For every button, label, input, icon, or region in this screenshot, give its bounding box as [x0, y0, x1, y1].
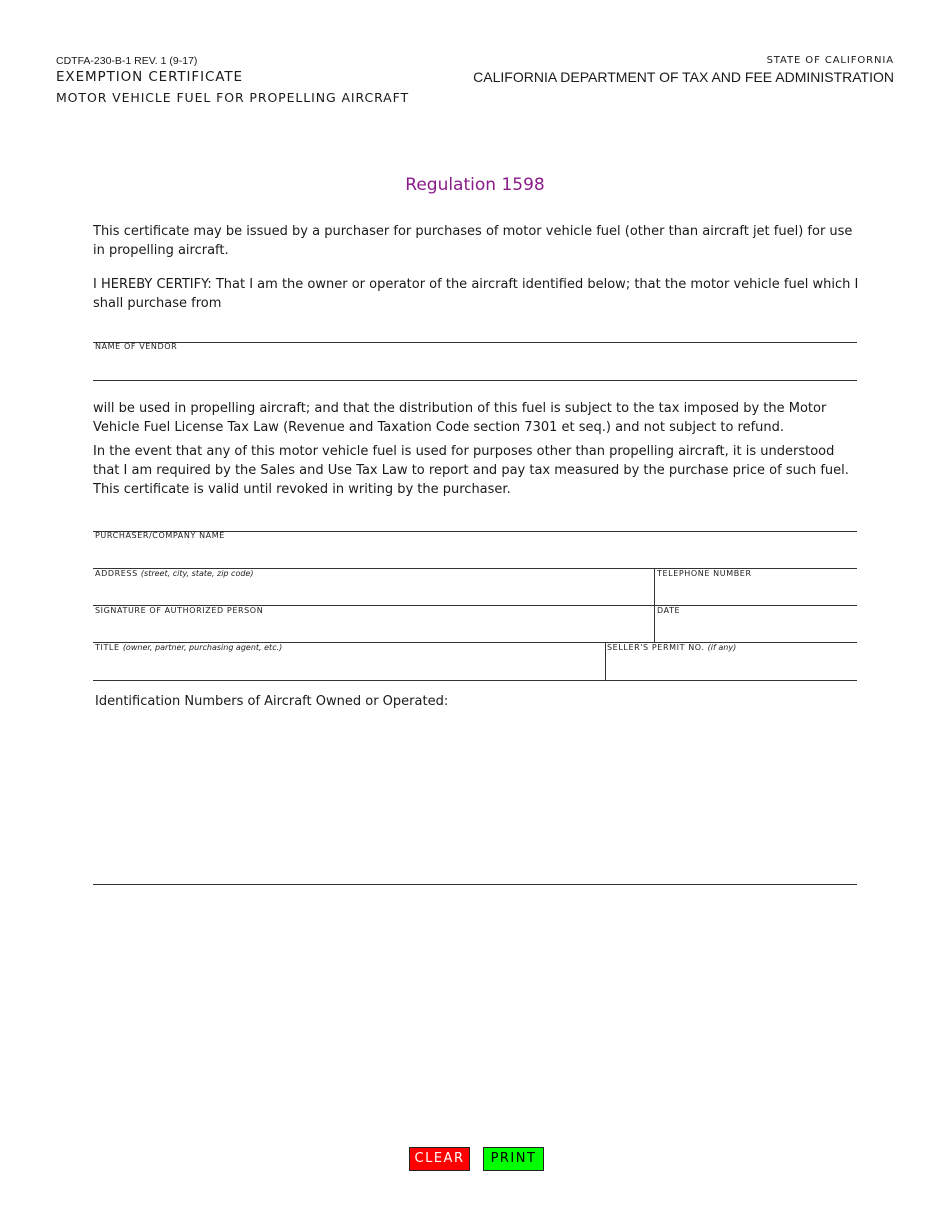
certify-paragraph: I HEREBY CERTIFY: That I am the owner or operator of the aircraft identified below; that the motor vehicle fuel which I shall purchase from — [93, 277, 859, 311]
date-field[interactable] — [657, 622, 855, 640]
identification-bottom-rule — [93, 884, 857, 885]
usage-paragraph: will be used in propelling aircraft; and that the distribution of this fuel is subject to the tax imposed by the Motor Vehicle Fuel License Tax Law (Revenue and Taxation Code section 7301 et seq.) and not subject to refund. — [93, 401, 827, 435]
address-field[interactable] — [95, 585, 650, 603]
permit-label: SELLER'S PERMIT NO. (if any) — [607, 643, 737, 652]
form-subtitle: MOTOR VEHICLE FUEL FOR PROPELLING AIRCRAFT — [56, 90, 410, 105]
column-divider — [654, 568, 655, 642]
event-paragraph: In the event that any of this motor vehicle fuel is used for purposes other than propelling aircraft, it is understood that I am required by the Sales and Use Tax Law to report and pay tax measured by the purchase price of such fuel. This certificate is valid until revoked in writing by the purchaser. — [93, 444, 849, 497]
title-bottom-rule — [93, 680, 857, 681]
title-field[interactable] — [95, 659, 600, 677]
title-label: TITLE (owner, partner, purchasing agent, etc.) — [95, 643, 283, 652]
date-label: DATE — [657, 606, 681, 615]
print-button[interactable]: PRINT — [483, 1147, 544, 1171]
purchaser-name-field[interactable] — [95, 547, 855, 565]
form-code: CDTFA-230-B-1 REV. 1 (9-17) — [56, 55, 198, 67]
regulation-heading: Regulation 1598 — [405, 175, 545, 195]
telephone-field[interactable] — [657, 585, 855, 603]
vendor-bottom-rule — [93, 380, 857, 381]
vendor-top-rule — [93, 342, 857, 343]
identification-field[interactable] — [95, 716, 855, 876]
sellers-permit-field[interactable] — [607, 659, 855, 677]
form-title: EXEMPTION CERTIFICATE — [56, 69, 243, 85]
signature-label: SIGNATURE OF AUTHORIZED PERSON — [95, 606, 264, 615]
telephone-label: TELEPHONE NUMBER — [657, 569, 752, 578]
vendor-name-field[interactable] — [95, 358, 855, 376]
address-label: ADDRESS (street, city, state, zip code) — [95, 569, 254, 578]
purchaser-label: PURCHASER/COMPANY NAME — [95, 531, 225, 540]
intro-paragraph: This certificate may be issued by a purchaser for purchases of motor vehicle fuel (other than aircraft jet fuel) for use in propelling aircraft. — [93, 224, 853, 258]
permit-divider — [605, 642, 606, 680]
identification-label: Identification Numbers of Aircraft Owned or Operated: — [95, 694, 449, 709]
department-name: CALIFORNIA DEPARTMENT OF TAX AND FEE ADMINISTRATION — [473, 69, 894, 85]
clear-button[interactable]: CLEAR — [409, 1147, 470, 1171]
vendor-label: NAME OF VENDOR — [95, 342, 178, 351]
state-label: STATE OF CALIFORNIA — [766, 55, 894, 66]
signature-field[interactable] — [95, 622, 650, 640]
